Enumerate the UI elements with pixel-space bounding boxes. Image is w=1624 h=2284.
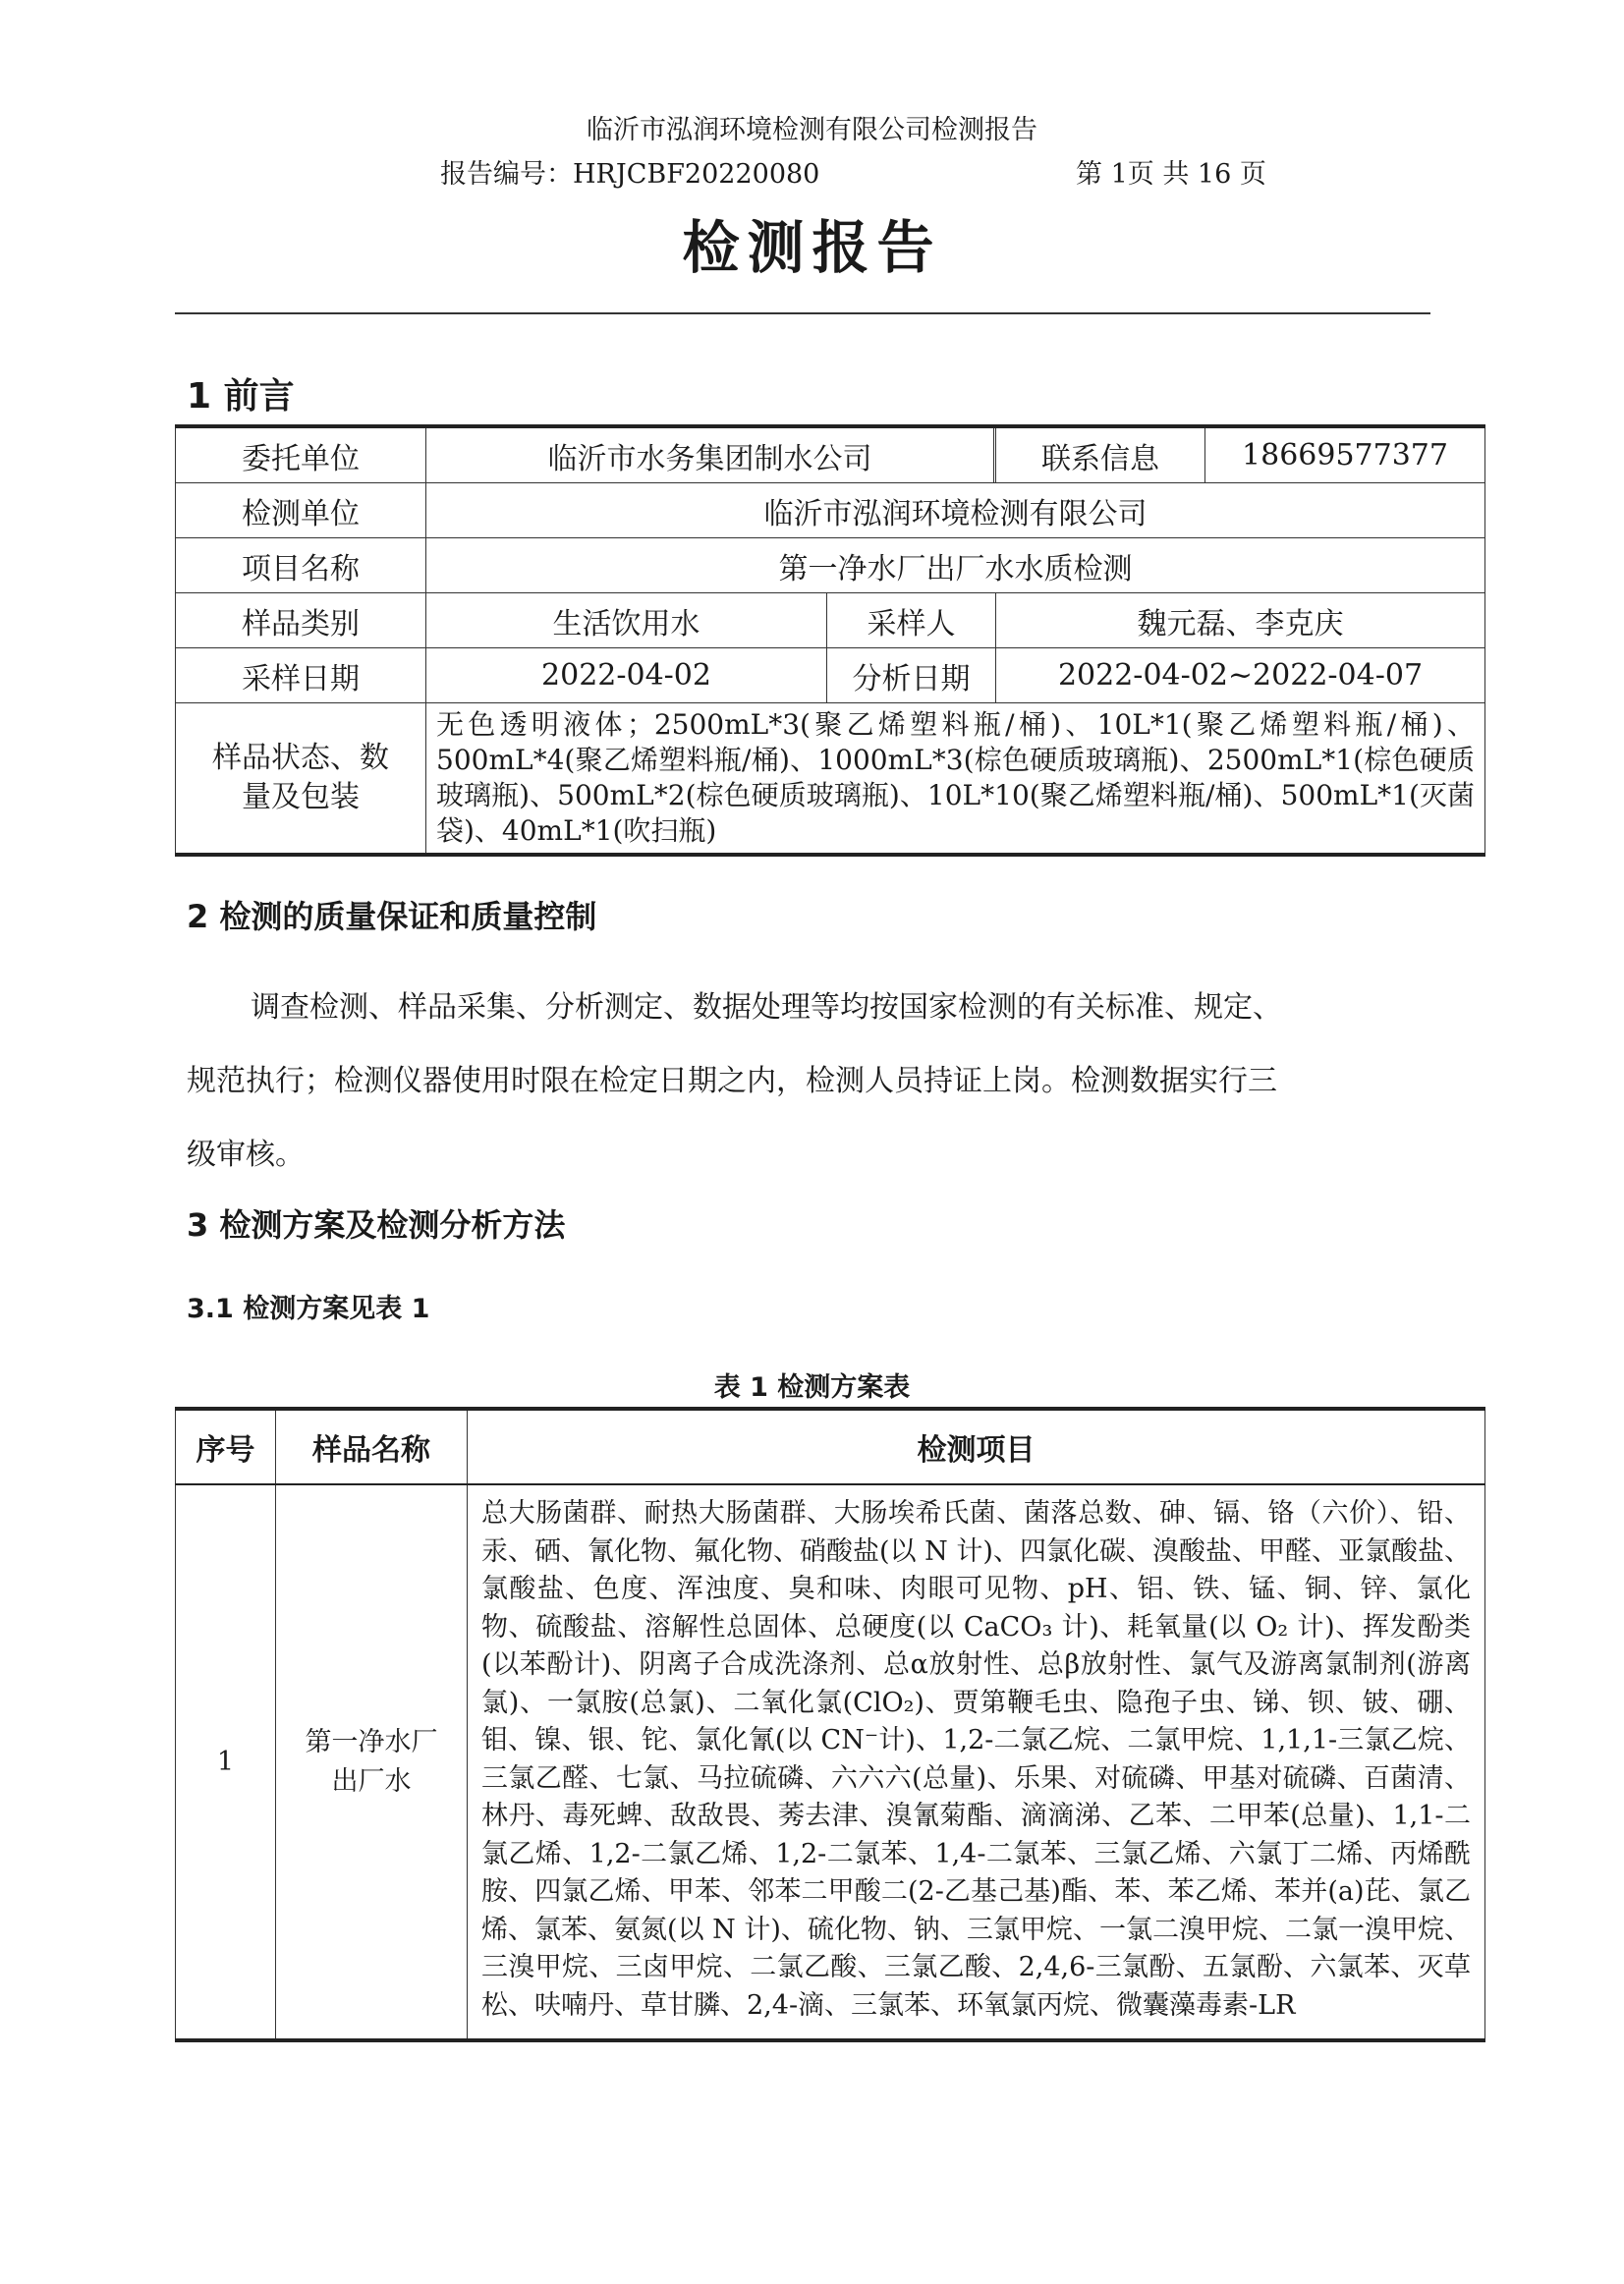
report-number: 报告编号：HRJCBF20220080	[440, 159, 820, 190]
section-1-heading: 1 前言	[187, 376, 295, 417]
project-label: 项目名称	[176, 538, 426, 593]
table-row	[176, 593, 1485, 648]
column-header-items: 检测项目	[468, 1409, 1485, 1484]
column-header-no: 序号	[176, 1409, 276, 1484]
plan-table	[175, 1407, 1485, 2042]
qa-paragraph-line-2: 规范执行；检测仪器使用时限在检定日期之内，检测人员持证上岗。检测数据实行三	[187, 1064, 1277, 1098]
analysis-date-value: 2022-04-02~2022-04-07	[996, 648, 1485, 703]
table-row	[176, 483, 1485, 538]
section-2-heading: 2 检测的质量保证和质量控制	[187, 898, 597, 935]
contact-cell	[996, 426, 1485, 483]
qa-paragraph-line-3: 级审核。	[187, 1138, 305, 1172]
sampler-value: 魏元磊、李克庆	[996, 593, 1485, 648]
lab-label: 检测单位	[176, 483, 426, 538]
table-row	[176, 648, 1485, 703]
sampler-label: 采样人	[827, 593, 996, 648]
table-row	[176, 1484, 1485, 2040]
contact-value: 18669577377	[1242, 438, 1448, 473]
sample-date-label: 采样日期	[176, 648, 426, 703]
row-number: 1	[176, 1484, 276, 2040]
table-header-row	[176, 1409, 1485, 1484]
project-value: 第一净水厂出厂水水质检测	[426, 538, 1485, 593]
test-items: 总大肠菌群、耐热大肠菌群、大肠埃希氏菌、菌落总数、砷、镉、铬（六价）、铅、汞、硒、氰化物、氟化物、硝酸盐(以 N 计)、四氯化碳、溴酸盐、甲醛、亚氯酸盐、氯酸盐、色度、浑浊度、臭和味、肉眼可见物、pH、铝、铁、锰、铜、锌、氯化物、硫酸盐、溶解性总固体、总硬度(以 CaCO₃ 计)、耗氧量(以 O₂ 计)、挥发酚类(以苯酚计)、阴离子合成洗涤剂、总α放射性、总β放射性、氯气及游离氯制剂(游离氯)、一氯胺(总氯)、二氧化氯(ClO₂)、贾第鞭毛虫、隐孢子虫、锑、钡、铍、硼、钼、镍、银、铊、氯化氰(以 CN⁻计)、1,2-二氯乙烷、二氯甲烷、1,1,1-三氯乙烷、三氯乙醛、七氯、马拉硫磷、六六六(总量)、乐果、对硫磷、甲基对硫磷、百菌清、林丹、毒死蜱、敌敌畏、莠去津、溴氰菊酯、滴滴涕、乙苯、二甲苯(总量)、1,1-二氯乙烯、1,2-二氯乙烯、1,2-二氯苯、1,4-二氯苯、三氯乙烯、六氯丁二烯、丙烯酰胺、四氯乙烯、甲苯、邻苯二甲酸二(2-乙基己基)酯、苯、苯乙烯、苯并(a)芘、氯乙烯、氯苯、氨氮(以 N 计)、硫化物、钠、三氯甲烷、一氯二溴甲烷、二氯一溴甲烷、三溴甲烷、三卤甲烷、二氯乙酸、三氯乙酸、2,4,6-三氯酚、五氯酚、六氯苯、灭草松、呋喃丹、草甘膦、2,4-滴、三氯苯、环氧氯丙烷、微囊藻毒素-LR	[468, 1484, 1485, 2040]
column-header-name: 样品名称	[276, 1409, 468, 1484]
document-title: 检测报告	[682, 214, 942, 281]
category-label: 样品类别	[176, 593, 426, 648]
sample-date-value: 2022-04-02	[426, 648, 827, 703]
info-table	[175, 424, 1485, 857]
lab-value: 临沂市泓润环境检测有限公司	[426, 483, 1485, 538]
contact-subtable	[996, 428, 1484, 482]
qa-paragraph-line-1: 调查检测、样品采集、分析测定、数据处理等均按国家检测的有关标准、规定、	[251, 990, 1282, 1025]
table-row	[176, 703, 1485, 856]
contact-label: 联系信息	[996, 428, 1205, 482]
analysis-date-label: 分析日期	[827, 648, 996, 703]
table-row	[176, 426, 1485, 483]
table-row	[176, 538, 1485, 593]
title-divider	[175, 312, 1430, 314]
section-3-heading: 3 检测方案及检测分析方法	[187, 1206, 566, 1244]
sample-status-label: 样品状态、数量及包装	[176, 703, 426, 856]
sample-status-value: 无色透明液体；2500mL*3(聚乙烯塑料瓶/桶)、10L*1(聚乙烯塑料瓶/桶)、500mL*4(聚乙烯塑料瓶/桶)、1000mL*3(棕色硬质玻璃瓶)、2500mL*1(棕色硬质玻璃瓶)、500mL*2(棕色硬质玻璃瓶)、10L*10(聚乙烯塑料瓶/桶)、500mL*1(灭菌袋)、40mL*1(吹扫瓶)	[426, 703, 1485, 856]
report-header-company: 临沂市泓润环境检测有限公司检测报告	[587, 115, 1037, 145]
sample-name: 第一净水厂出厂水	[276, 1484, 468, 2040]
client-value: 临沂市水务集团制水公司	[426, 426, 994, 483]
section-3-1-heading: 3.1 检测方案见表 1	[187, 1294, 430, 1324]
page-indicator: 第 1页 共 16 页	[1076, 159, 1266, 190]
table-1-caption: 表 1 检测方案表	[713, 1372, 911, 1403]
client-label: 委托单位	[176, 426, 426, 483]
category-value: 生活饮用水	[426, 593, 827, 648]
